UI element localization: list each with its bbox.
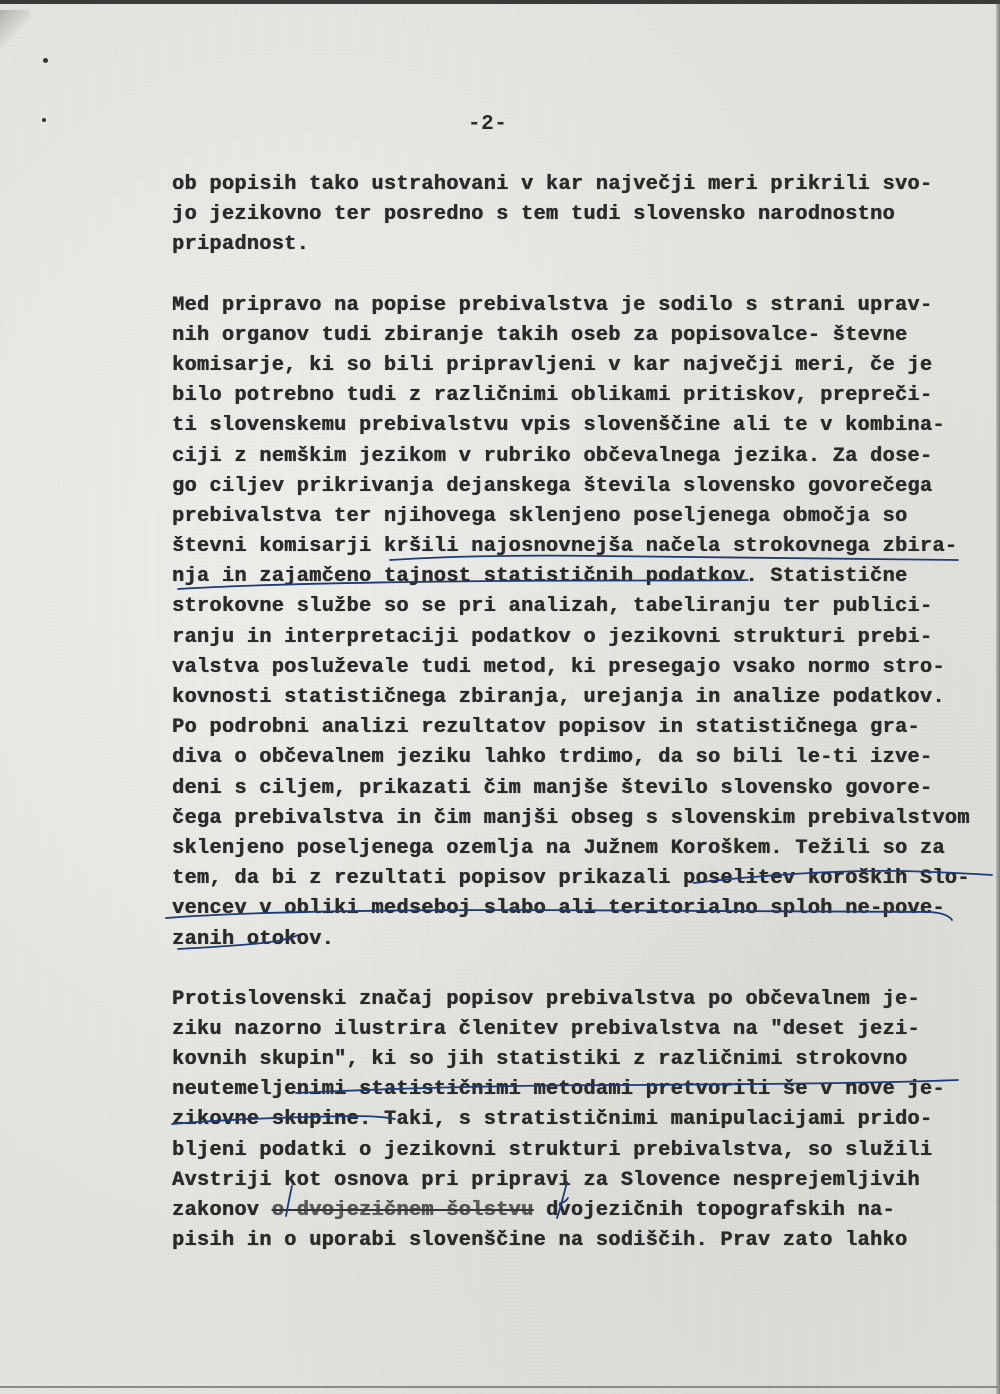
- text-line: zanih otokov.: [172, 927, 335, 951]
- text-line: neutemeljenimi statističnimi metodami pretvorili še v nove je-: [172, 1078, 945, 1102]
- paper-corner-fold: [0, 10, 30, 50]
- text-line: bilo potrebno tudi z različnimi oblikami pritiskov, prepreči-: [172, 384, 933, 408]
- text-line: prebivalstva ter njihovega sklenjeno poseljenega območja so: [172, 504, 908, 528]
- text-line-with-deletion: [172, 1196, 972, 1226]
- text-segment: dvojezičnih topografskih na-: [533, 1199, 895, 1222]
- text-line: Po podrobni analizi rezultatov popisov in statističnega gra-: [172, 716, 920, 740]
- text-line: go ciljev prikrivanja dejanskega števila slovensko govorečega: [172, 474, 933, 498]
- text-line: pripadnost.: [172, 233, 310, 257]
- text-line: bljeni podatki o jezikovni strukturi prebivalstva, so služili: [172, 1138, 933, 1162]
- text-line: kovnih skupin", ki so jih statistiki z različnimi strokovno: [172, 1048, 908, 1072]
- text-line: vencev v obliki medseboj slabo ali teritorialno sploh ne-pove-: [172, 897, 945, 921]
- text-segment: zakonov: [172, 1199, 272, 1222]
- paragraph: [172, 170, 972, 261]
- scan-edge-bottom: [0, 1386, 1000, 1388]
- text-line: ob popisih tako ustrahovani v kar največji meri prikrili svo-: [172, 173, 933, 196]
- text-line: števni komisarji kršili najosnovnejša načela strokovnega zbira-: [172, 535, 958, 559]
- text-line: ranju in interpretaciji podatkov o jezikovni strukturi prebi-: [172, 625, 933, 649]
- text-line: ciji z nemškim jezikom v rubriko občevalnega jezika. Za dose-: [172, 444, 933, 468]
- text-line: čega prebivalstva in čim manjši obseg s slovenskim prebivalstvom: [172, 806, 970, 830]
- text-line: strokovne službe so se pri analizah, tabeliranju ter publici-: [172, 595, 933, 619]
- paragraph: [172, 291, 972, 955]
- page-number: -2-: [468, 113, 508, 136]
- text-line: nih organov tudi zbiranje takih oseb za popisovalce- števne: [172, 323, 908, 347]
- text-line: valstva posluževale tudi metod, ki presegajo vsako normo stro-: [172, 655, 945, 679]
- text-line: zikovne skupine. Taki, s stratističnimi manipulacijami prido-: [172, 1108, 933, 1132]
- document-body: [172, 170, 972, 1256]
- paper-speck: [43, 58, 48, 63]
- text-line: ziku nazorno ilustrira členitev prebivalstva na "deset jezi-: [172, 1017, 920, 1041]
- scan-edge-right: [996, 0, 1000, 1394]
- paper-speck: [42, 118, 46, 122]
- text-line: Protislovenski značaj popisov prebivalstva po občevalnem je-: [172, 987, 920, 1011]
- text-line: Med pripravo na popise prebivalstva je sodilo s strani uprav-: [172, 293, 933, 317]
- text-line: Avstriji kot osnova pri pripravi za Slovence nesprejemljivih: [172, 1168, 920, 1192]
- text-line: diva o občevalnem jeziku lahko trdimo, da so bili le-ti izve-: [172, 746, 933, 770]
- text-line: kovnosti statističnega zbiranja, urejanja in analize podatkov.: [172, 686, 945, 709]
- struck-through-text: o dvojezičnem šolstvu: [271, 1199, 534, 1222]
- text-line: tem, da bi z rezultati popisov prikazali poselitev koroških Slo-: [172, 867, 970, 891]
- text-line: sklenjeno poseljenega ozemlja na Južnem Koroškem. Težili so za: [172, 836, 945, 860]
- text-line: deni s ciljem, prikazati čim manjše število slovensko govore-: [172, 776, 933, 800]
- text-line: nja in zajamčeno tajnost statističnih podatkov. Statistične: [172, 565, 908, 589]
- text-line: jo jezikovno ter posredno s tem tudi slovensko narodnostno: [172, 203, 895, 227]
- text-line: ti slovenskemu prebivalstvu vpis slovenščine ali te v kombina-: [172, 414, 945, 438]
- paragraph: [172, 985, 972, 1257]
- text-line: pisih in o uporabi slovenščine na sodiščih. Prav zato lahko: [172, 1229, 908, 1253]
- text-line: komisarje, ki so bili pripravljeni v kar največji meri, če je: [172, 353, 933, 377]
- scan-edge-top: [0, 0, 1000, 4]
